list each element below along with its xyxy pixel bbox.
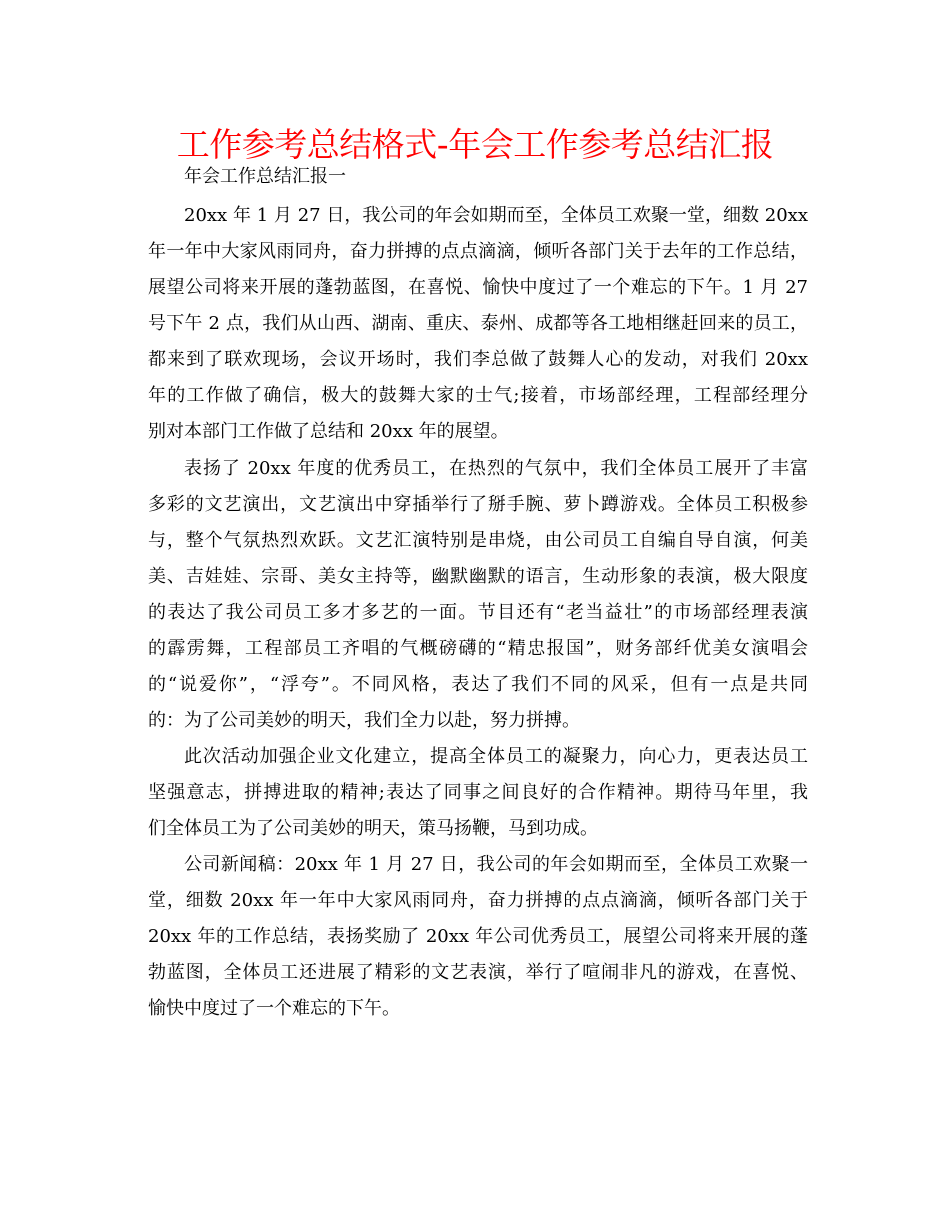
text-line: 20xx 年 1 月 27 日，我公司的年会如期而至，全体员工欢聚一堂，细数 20xx xyxy=(184,205,808,226)
text-line: 愉快中度过了一个难忘的下午。 xyxy=(148,998,400,1019)
text-line: 20xx 年的工作总结，表扬奖励了 20xx 年公司优秀员工，展望公司将来开展的蓬 xyxy=(148,926,808,947)
text-line: 坚强意志，拼搏进取的精神;表达了同事之间良好的合作精神。期待马年里，我 xyxy=(148,782,808,803)
text-line: 年一年中大家风雨同舟，奋力拼搏的点点滴滴，倾听各部门关于去年的工作总结， xyxy=(148,241,808,262)
text-line: 的表达了我公司员工多才多艺的一面。节目还有“老当益壮”的市场部经理表演 xyxy=(148,602,808,623)
text-line: 号下午 2 点，我们从山西、湖南、重庆、泰州、成都等各工地相继赶回来的员工， xyxy=(148,313,808,334)
paragraph-2 xyxy=(148,451,808,739)
text-line: 多彩的文艺演出，文艺演出中穿插举行了掰手腕、萝卜蹲游戏。全体员工积极参 xyxy=(148,494,808,515)
text-line: 的“说爱你”，“浮夸”。不同风格，表达了我们不同的风采，但有一点是共同 xyxy=(148,674,808,695)
paragraph-4 xyxy=(148,847,808,1027)
section-heading: 年会工作总结汇报一 xyxy=(184,166,346,187)
text-line: 都来到了联欢现场，会议开场时，我们李总做了鼓舞人心的发动，对我们 20xx xyxy=(148,349,808,370)
text-line: 别对本部门工作做了总结和 20xx 年的展望。 xyxy=(148,421,509,442)
paragraph-3 xyxy=(148,739,808,847)
text-line: 年的工作做了确信，极大的鼓舞大家的士气;接着，市场部经理，工程部经理分 xyxy=(148,385,808,406)
text-line: 表扬了 20xx 年度的优秀员工，在热烈的气氛中，我们全体员工展开了丰富 xyxy=(184,458,808,479)
text-line: 堂，细数 20xx 年一年中大家风雨同舟，奋力拼搏的点点滴滴，倾听各部门关于 xyxy=(148,890,808,911)
text-line: 的霹雳舞，工程部员工齐唱的气概磅礴的“精忠报国”，财务部纤优美女演唱会 xyxy=(148,638,808,659)
paragraph-1 xyxy=(148,198,808,450)
text-line: 公司新闻稿：20xx 年 1 月 27 日，我公司的年会如期而至，全体员工欢聚一 xyxy=(184,854,808,875)
text-line: 美、吉娃娃、宗哥、美女主持等，幽默幽默的语言，生动形象的表演，极大限度 xyxy=(148,566,808,587)
text-line: 展望公司将来开展的蓬勃蓝图，在喜悦、愉快中度过了一个难忘的下午。1 月 27 xyxy=(148,277,808,298)
text-line: 此次活动加强企业文化建立，提高全体员工的凝聚力，向心力，更表达员工 xyxy=(184,746,808,767)
document-title: 工作参考总结格式-年会工作参考总结汇报 xyxy=(176,125,774,164)
text-line: 勃蓝图，全体员工还进展了精彩的文艺表演，举行了喧闹非凡的游戏，在喜悦、 xyxy=(148,962,808,983)
text-line: 们全体员工为了公司美妙的明天，策马扬鞭，马到功成。 xyxy=(148,818,598,839)
text-line: 的：为了公司美妙的明天，我们全力以赴，努力拼搏。 xyxy=(148,710,580,731)
text-line: 与，整个气氛热烈欢跃。文艺汇演特别是串烧，由公司员工自编自导自演，何美 xyxy=(148,530,808,551)
